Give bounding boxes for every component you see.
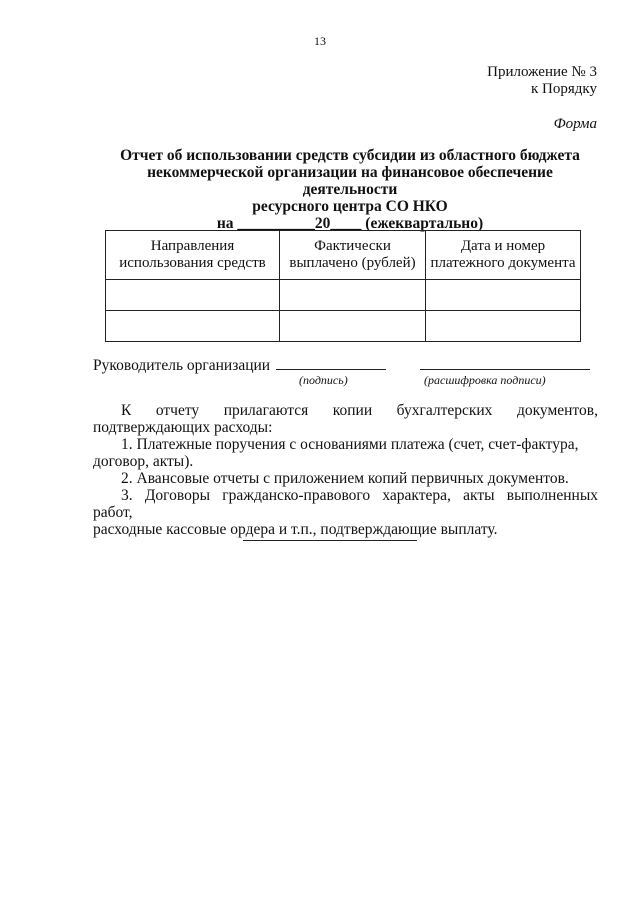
signature-line [276, 355, 386, 370]
report-table [105, 230, 581, 342]
table-cell [426, 280, 581, 311]
table-cell [106, 280, 280, 311]
intro-word: отчету [155, 402, 200, 419]
signature-row [93, 355, 590, 375]
intro-word: копии [332, 402, 373, 419]
form-label: Форма [553, 116, 597, 132]
page-number: 13 [314, 34, 326, 48]
title-line-4: на __________20____ (ежеквартально) [216, 215, 484, 232]
table-header-directions: Направления использования средств [106, 231, 280, 280]
table-cell [280, 311, 426, 342]
table-cell [280, 280, 426, 311]
attachment-item-3-line-1: 3. Договоры гражданско-правового характера, акты выполненных работ, [93, 487, 598, 521]
attachment-item-3-line-2: расходные кассовые ордера и т.п., подтверждающие выплату. [93, 521, 498, 538]
signature-decoding-hint: (расшифровка подписи) [424, 373, 546, 387]
attachment-item-1-line-1: 1. Платежные поручения с основаниями платежа (счет, счет-фактура, [121, 436, 579, 453]
table-row [106, 280, 581, 311]
attachment-item-2: 2. Авансовые отчеты с приложением копий первичных документов. [121, 470, 569, 487]
table-header-paid: Фактически выплачено (рублей) [280, 231, 426, 280]
intro-word: К [121, 402, 132, 419]
appendix-line-1: Приложение № 3 [487, 64, 597, 80]
table-cell [106, 311, 280, 342]
table-row [106, 311, 581, 342]
signature-hint: (подпись) [299, 373, 348, 387]
table-header-row [106, 231, 581, 280]
intro-word: прилагаются [223, 402, 309, 419]
table-cell [426, 311, 581, 342]
signature-label: Руководитель организации [93, 357, 271, 374]
appendix-reference [487, 64, 597, 98]
attachment-item-1-line-2: договор, акты). [93, 453, 194, 470]
attachments-intro [93, 402, 598, 419]
document-title [100, 147, 600, 232]
title-line-3: ресурсного центра СО НКО [252, 198, 448, 215]
signature-decoding-line [420, 355, 590, 370]
table-header-payment-doc: Дата и номер платежного документа [426, 231, 581, 280]
title-line-2: некоммерческой организации на финансовое обеспечение деятельности [147, 164, 553, 198]
intro-word: документов, [516, 402, 598, 419]
appendix-line-2: к Порядку [531, 81, 597, 97]
end-divider [243, 540, 417, 541]
title-line-1: Отчет об использовании средств субсидии из областного бюджета [120, 147, 580, 164]
attachments-intro-rest: подтверждающих расходы: [93, 419, 273, 436]
attachments-section [93, 402, 598, 538]
intro-word: бухгалтерских [396, 402, 493, 419]
